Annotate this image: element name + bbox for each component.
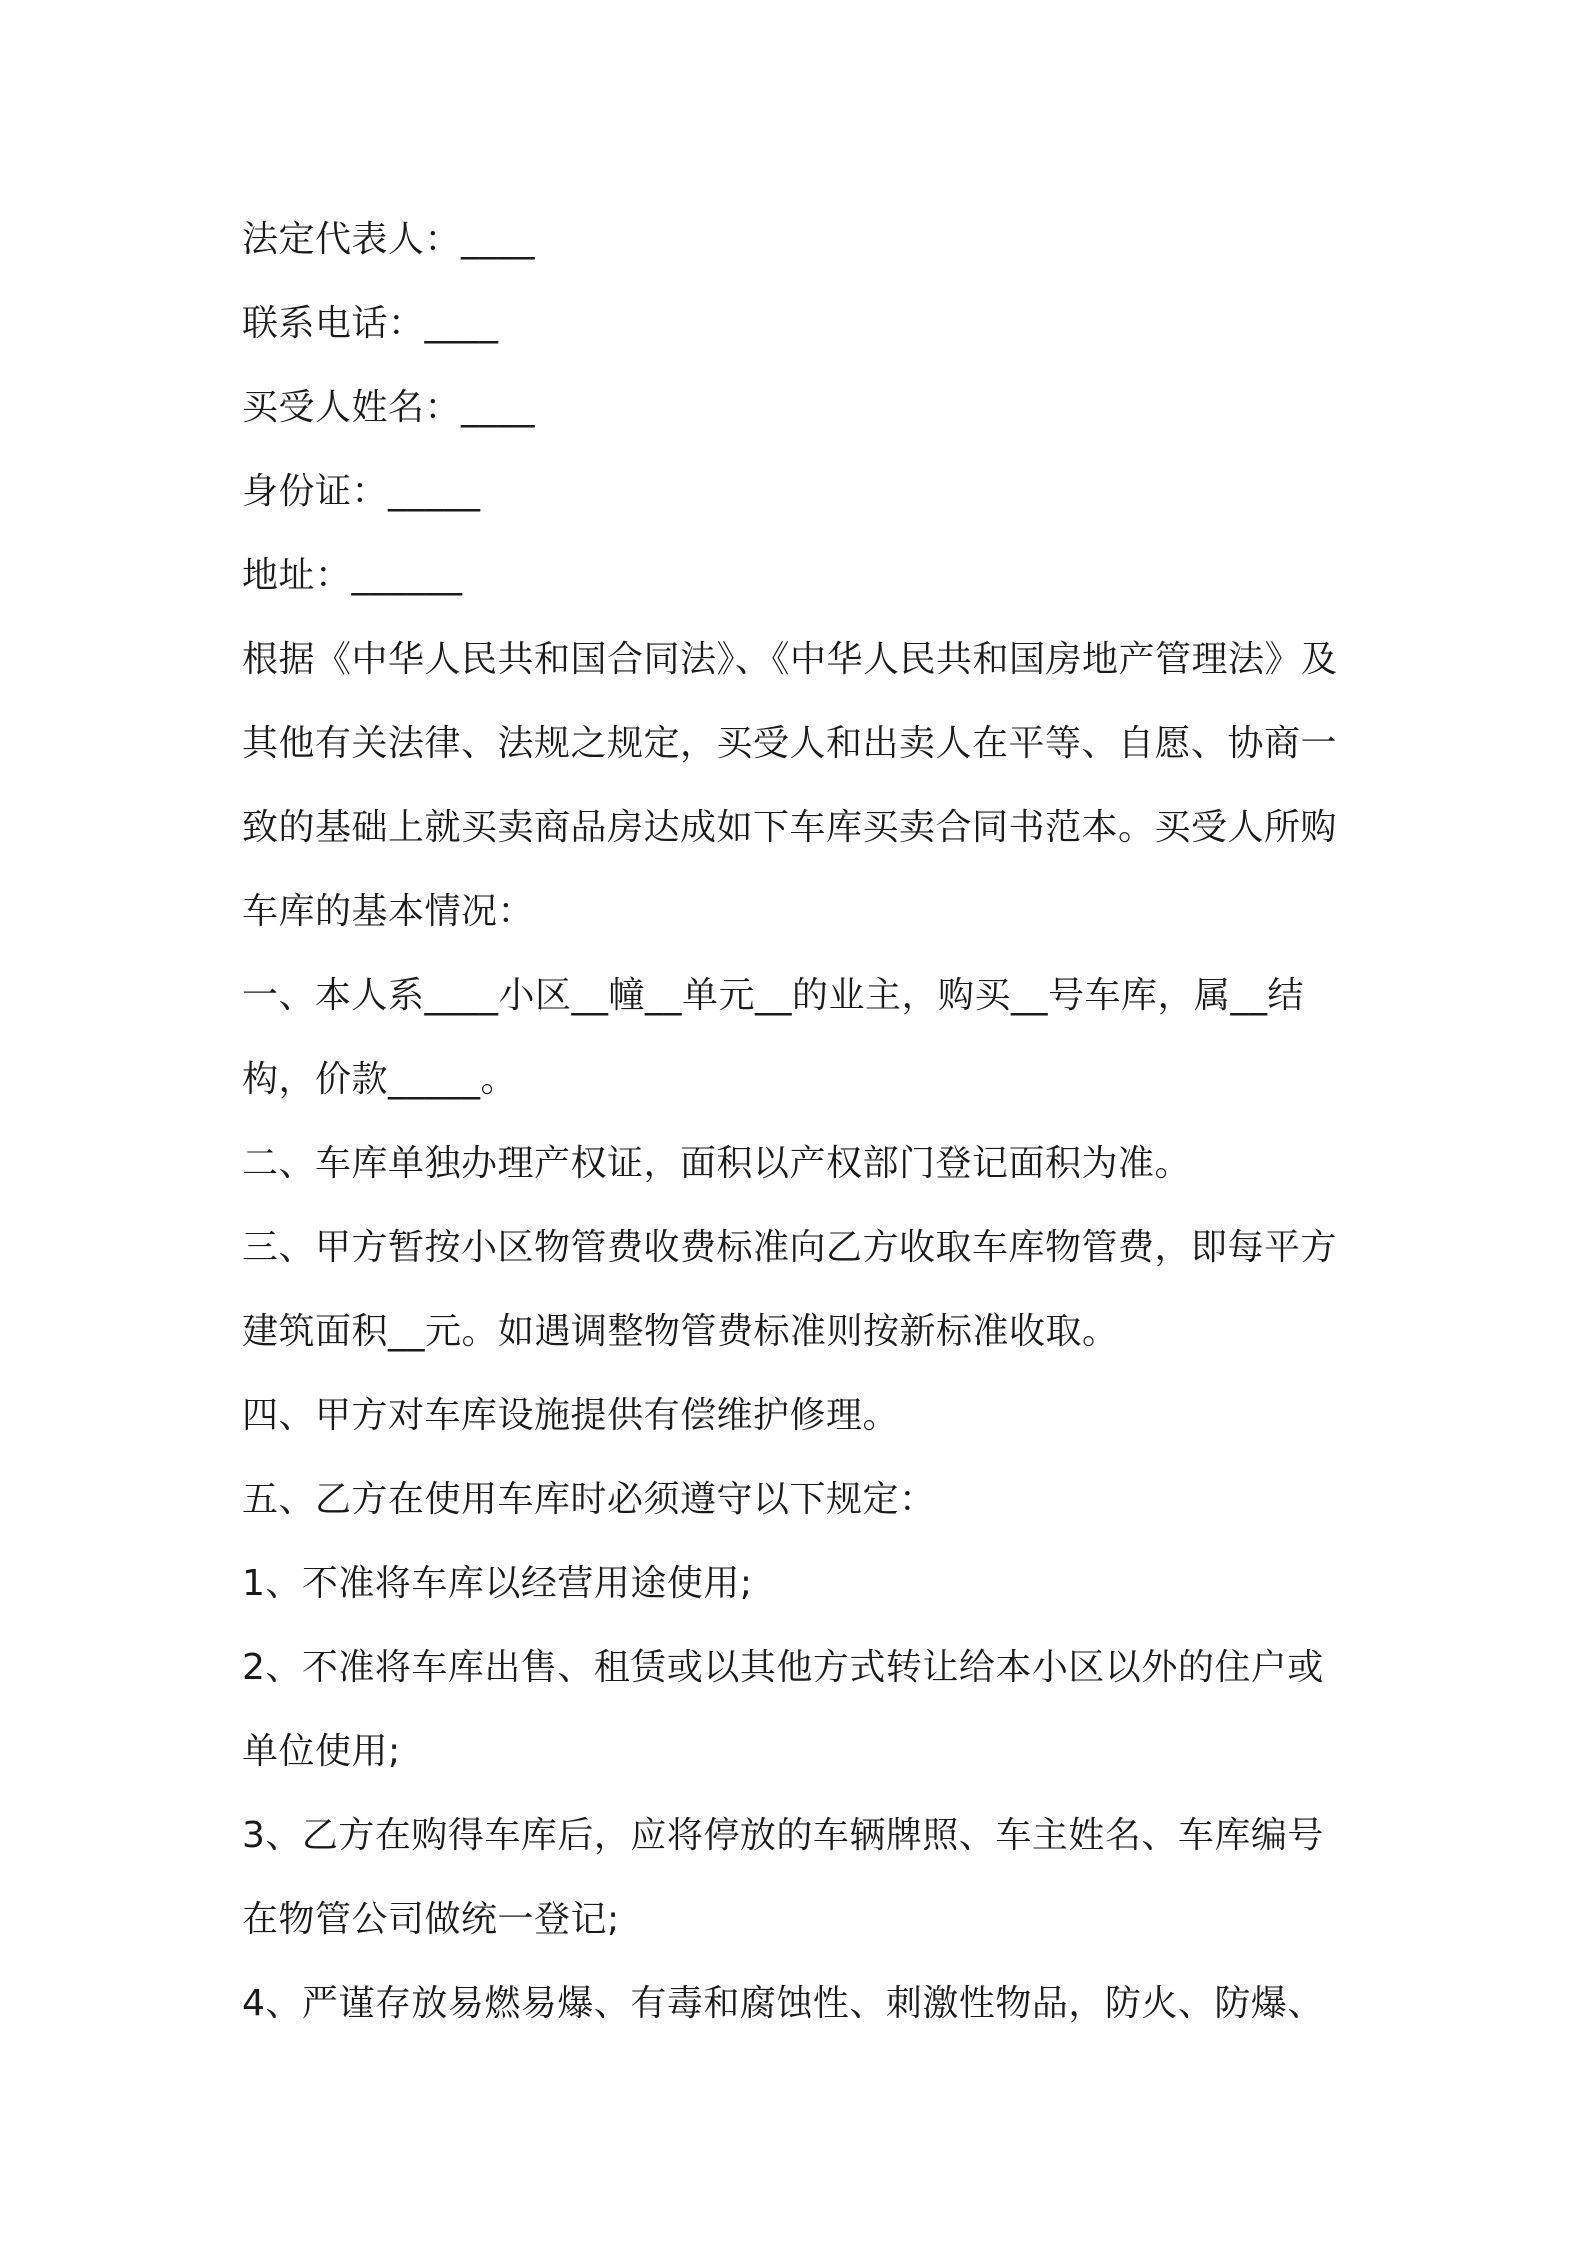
clause-2-line: 二、车库单独办理产权证，面积以产权部门登记面积为准。	[242, 1143, 1192, 1184]
rule-2-line: 2、不准将车库出售、租赁或以其他方式转让给本小区以外的住户或	[242, 1647, 1324, 1688]
document-body	[242, 198, 1362, 2046]
rule-2-line: 单位使用;	[242, 1731, 401, 1772]
clause-1-line: 构，价款_____。	[242, 1059, 518, 1100]
clause-4-line: 四、甲方对车库设施提供有偿维护修理。	[242, 1395, 900, 1436]
legal-representative-line: 法定代表人：____	[242, 219, 536, 260]
paragraph-line: 车库的基本情况：	[242, 891, 535, 932]
clause-3-line: 建筑面积__元。如遇调整物管费标准则按新标准收取。	[242, 1311, 1119, 1352]
clause-3-line: 三、甲方暂按小区物管费收费标准向乙方收取车库物管费，即每平方	[242, 1227, 1338, 1268]
rule-4-line: 4、严谨存放易燃易爆、有毒和腐蚀性、刺激性物品，防火、防爆、	[242, 1983, 1324, 2024]
rule-3-line: 在物管公司做统一登记;	[242, 1899, 620, 1940]
contact-phone-line: 联系电话：____	[242, 303, 499, 344]
address-line: 地址：______	[242, 555, 463, 596]
clause-5-line: 五、乙方在使用车库时必须遵守以下规定：	[242, 1479, 936, 1520]
buyer-name-line: 买受人姓名：____	[242, 387, 536, 428]
paragraph-line: 其他有关法律、法规之规定，买受人和出卖人在平等、自愿、协商一	[242, 723, 1338, 764]
rule-3-line: 3、乙方在购得车库后，应将停放的车辆牌照、车主姓名、车库编号	[242, 1815, 1324, 1856]
paragraph-line: 致的基础上就买卖商品房达成如下车库买卖合同书范本。买受人所购	[242, 807, 1338, 848]
id-card-line: 身份证：_____	[242, 471, 481, 512]
clause-1-line: 一、本人系____小区__幢__单元__的业主，购买__号车库，属__结	[242, 975, 1305, 1016]
paragraph-line: 根据《中华人民共和国合同法》、《中华人民共和国房地产管理法》及	[242, 639, 1338, 680]
rule-1-line: 1、不准将车库以经营用途使用;	[242, 1563, 753, 1604]
